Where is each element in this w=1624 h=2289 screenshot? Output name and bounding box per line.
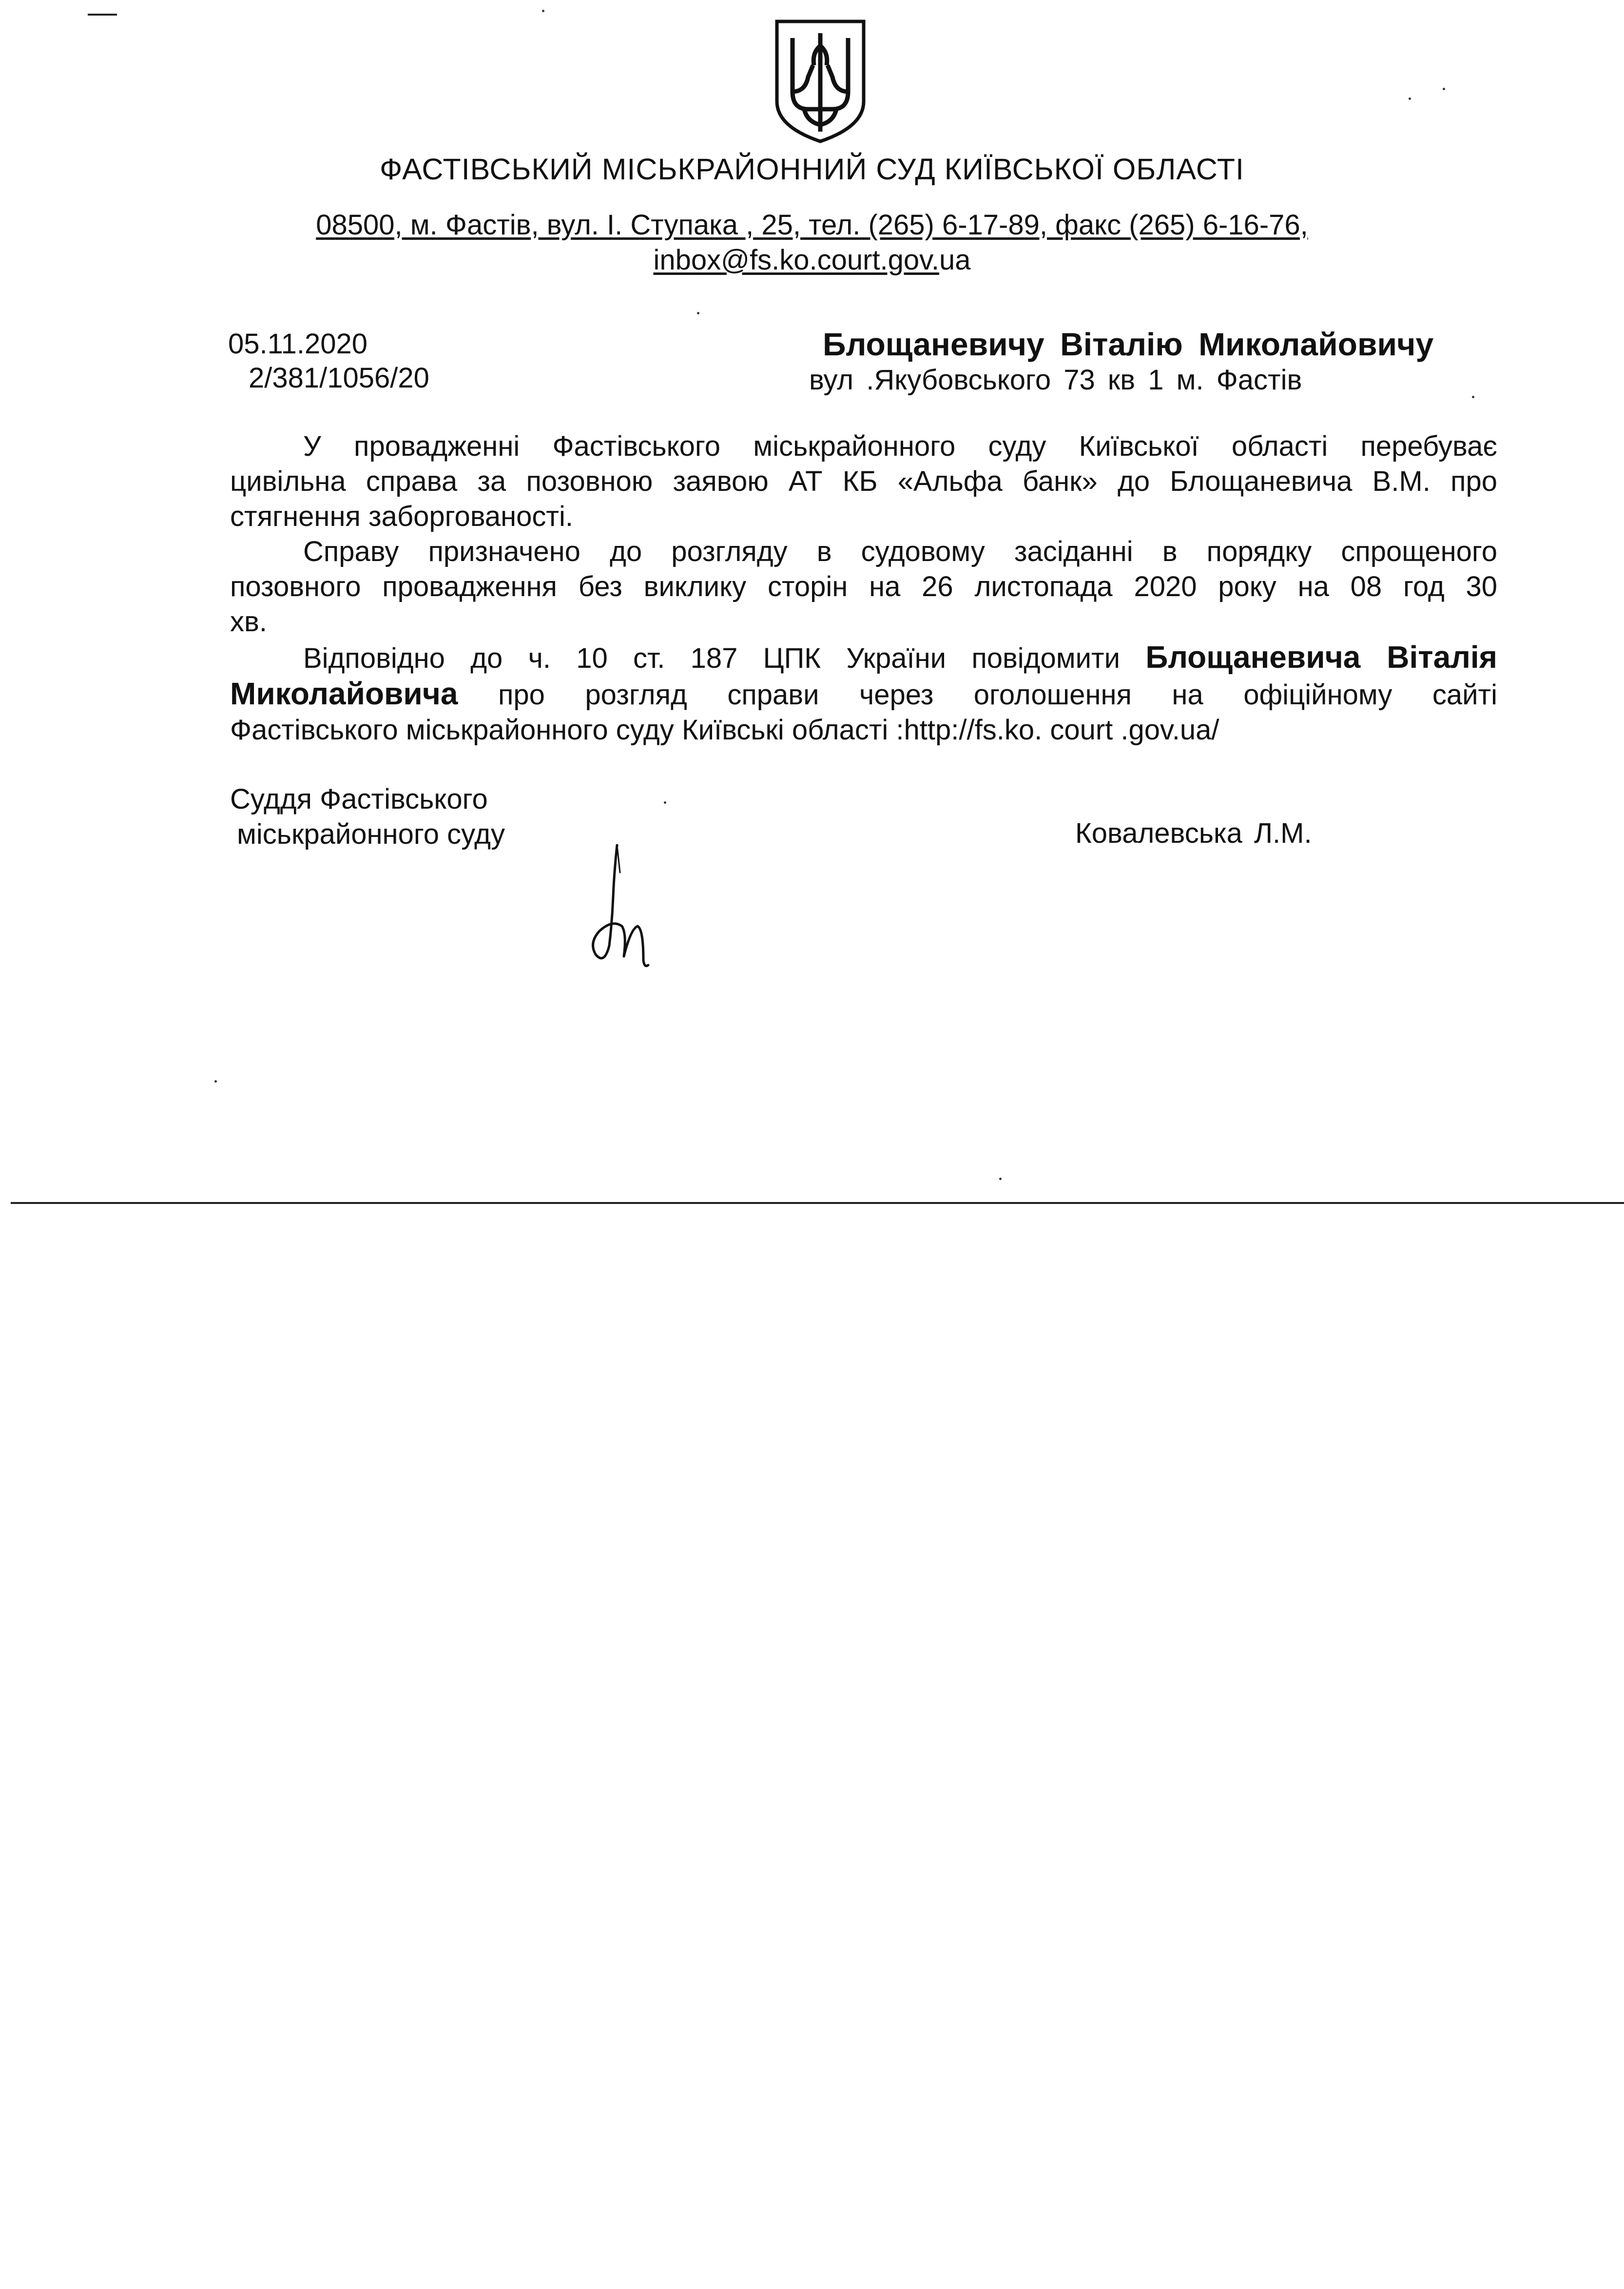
scan-speck — [664, 801, 666, 804]
scan-mark — [88, 14, 117, 16]
scan-speck — [214, 1080, 217, 1083]
court-address — [0, 209, 1624, 241]
paragraph-line: позовного провадження без виклику сторін на 26 листопада 2020 року на 08 год 30 — [230, 571, 1497, 602]
scan-speck — [999, 1178, 1002, 1180]
judge-name: Ковалевська Л.М. — [1075, 817, 1312, 849]
notice-text: Відповідно до ч. 10 ст. 187 ЦПК України повідомити — [303, 642, 1121, 674]
trident-coat-of-arms-icon — [770, 19, 870, 144]
page-divider — [11, 1202, 1624, 1204]
case-number: 2/381/1056/20 — [249, 362, 429, 394]
letter-date: 05.11.2020 — [228, 328, 367, 360]
paragraph-line — [230, 676, 1497, 713]
addressee-address: вул .Якубовського 73 кв 1 м. Фастів — [809, 364, 1302, 396]
court-email-tail: ua — [939, 244, 971, 276]
paragraph-line: стягнення заборгованості. — [230, 501, 573, 532]
paragraph-line: хв. — [230, 606, 267, 638]
scan-speck — [542, 10, 544, 12]
paragraph-notice — [230, 640, 1497, 748]
defendant-name-bold: Блощаневича Віталія — [1145, 640, 1497, 675]
judge-title-line: міськрайонного суду — [237, 818, 505, 850]
addressee-name: Блощаневичу Віталію Миколайовичу — [823, 326, 1434, 362]
defendant-patronymic-bold: Миколайовича — [230, 676, 458, 711]
scan-speck — [1409, 97, 1411, 100]
handwritten-signature — [580, 843, 687, 970]
court-name: ФАСТІВСЬКИЙ МІСЬКРАЙОННИЙ СУД КИЇВСЬКОЇ ОБЛАСТІ — [380, 153, 1244, 186]
paragraph-line: Фастівського міськрайонного суду Київські області :http://fs.ko. court .gov.ua/ — [230, 714, 1219, 746]
court-email — [0, 244, 1624, 276]
paragraph-line: цивільна справа за позовною заявою АТ КБ «Альфа банк» до Блощаневича В.М. про — [230, 466, 1497, 497]
paragraph-hearing — [230, 534, 1497, 640]
scan-speck — [1472, 396, 1474, 398]
court-email-link[interactable]: inbox@fs.ko.court.gov. — [653, 244, 939, 276]
paragraph-proceedings — [230, 429, 1497, 534]
court-address-text: 08500, м. Фастів, вул. І. Ступака , 25, тел. (265) 6-17-89, факс (265) 6-16-76, — [316, 209, 1308, 241]
scan-speck — [1443, 88, 1445, 90]
notice-text: про розгляд справи через оголошення на офіційному сайті — [498, 679, 1497, 711]
judge-title-line: Суддя Фастівського — [230, 783, 488, 815]
paragraph-line — [230, 640, 1497, 676]
paragraph-line: Справу призначено до розгляду в судовому засіданні в порядку спрощеного — [303, 536, 1497, 567]
scan-speck — [697, 312, 699, 314]
judge-title — [230, 782, 505, 852]
paragraph-line: У провадженні Фастівського міськрайонного суду Київської області перебуває — [303, 430, 1497, 462]
